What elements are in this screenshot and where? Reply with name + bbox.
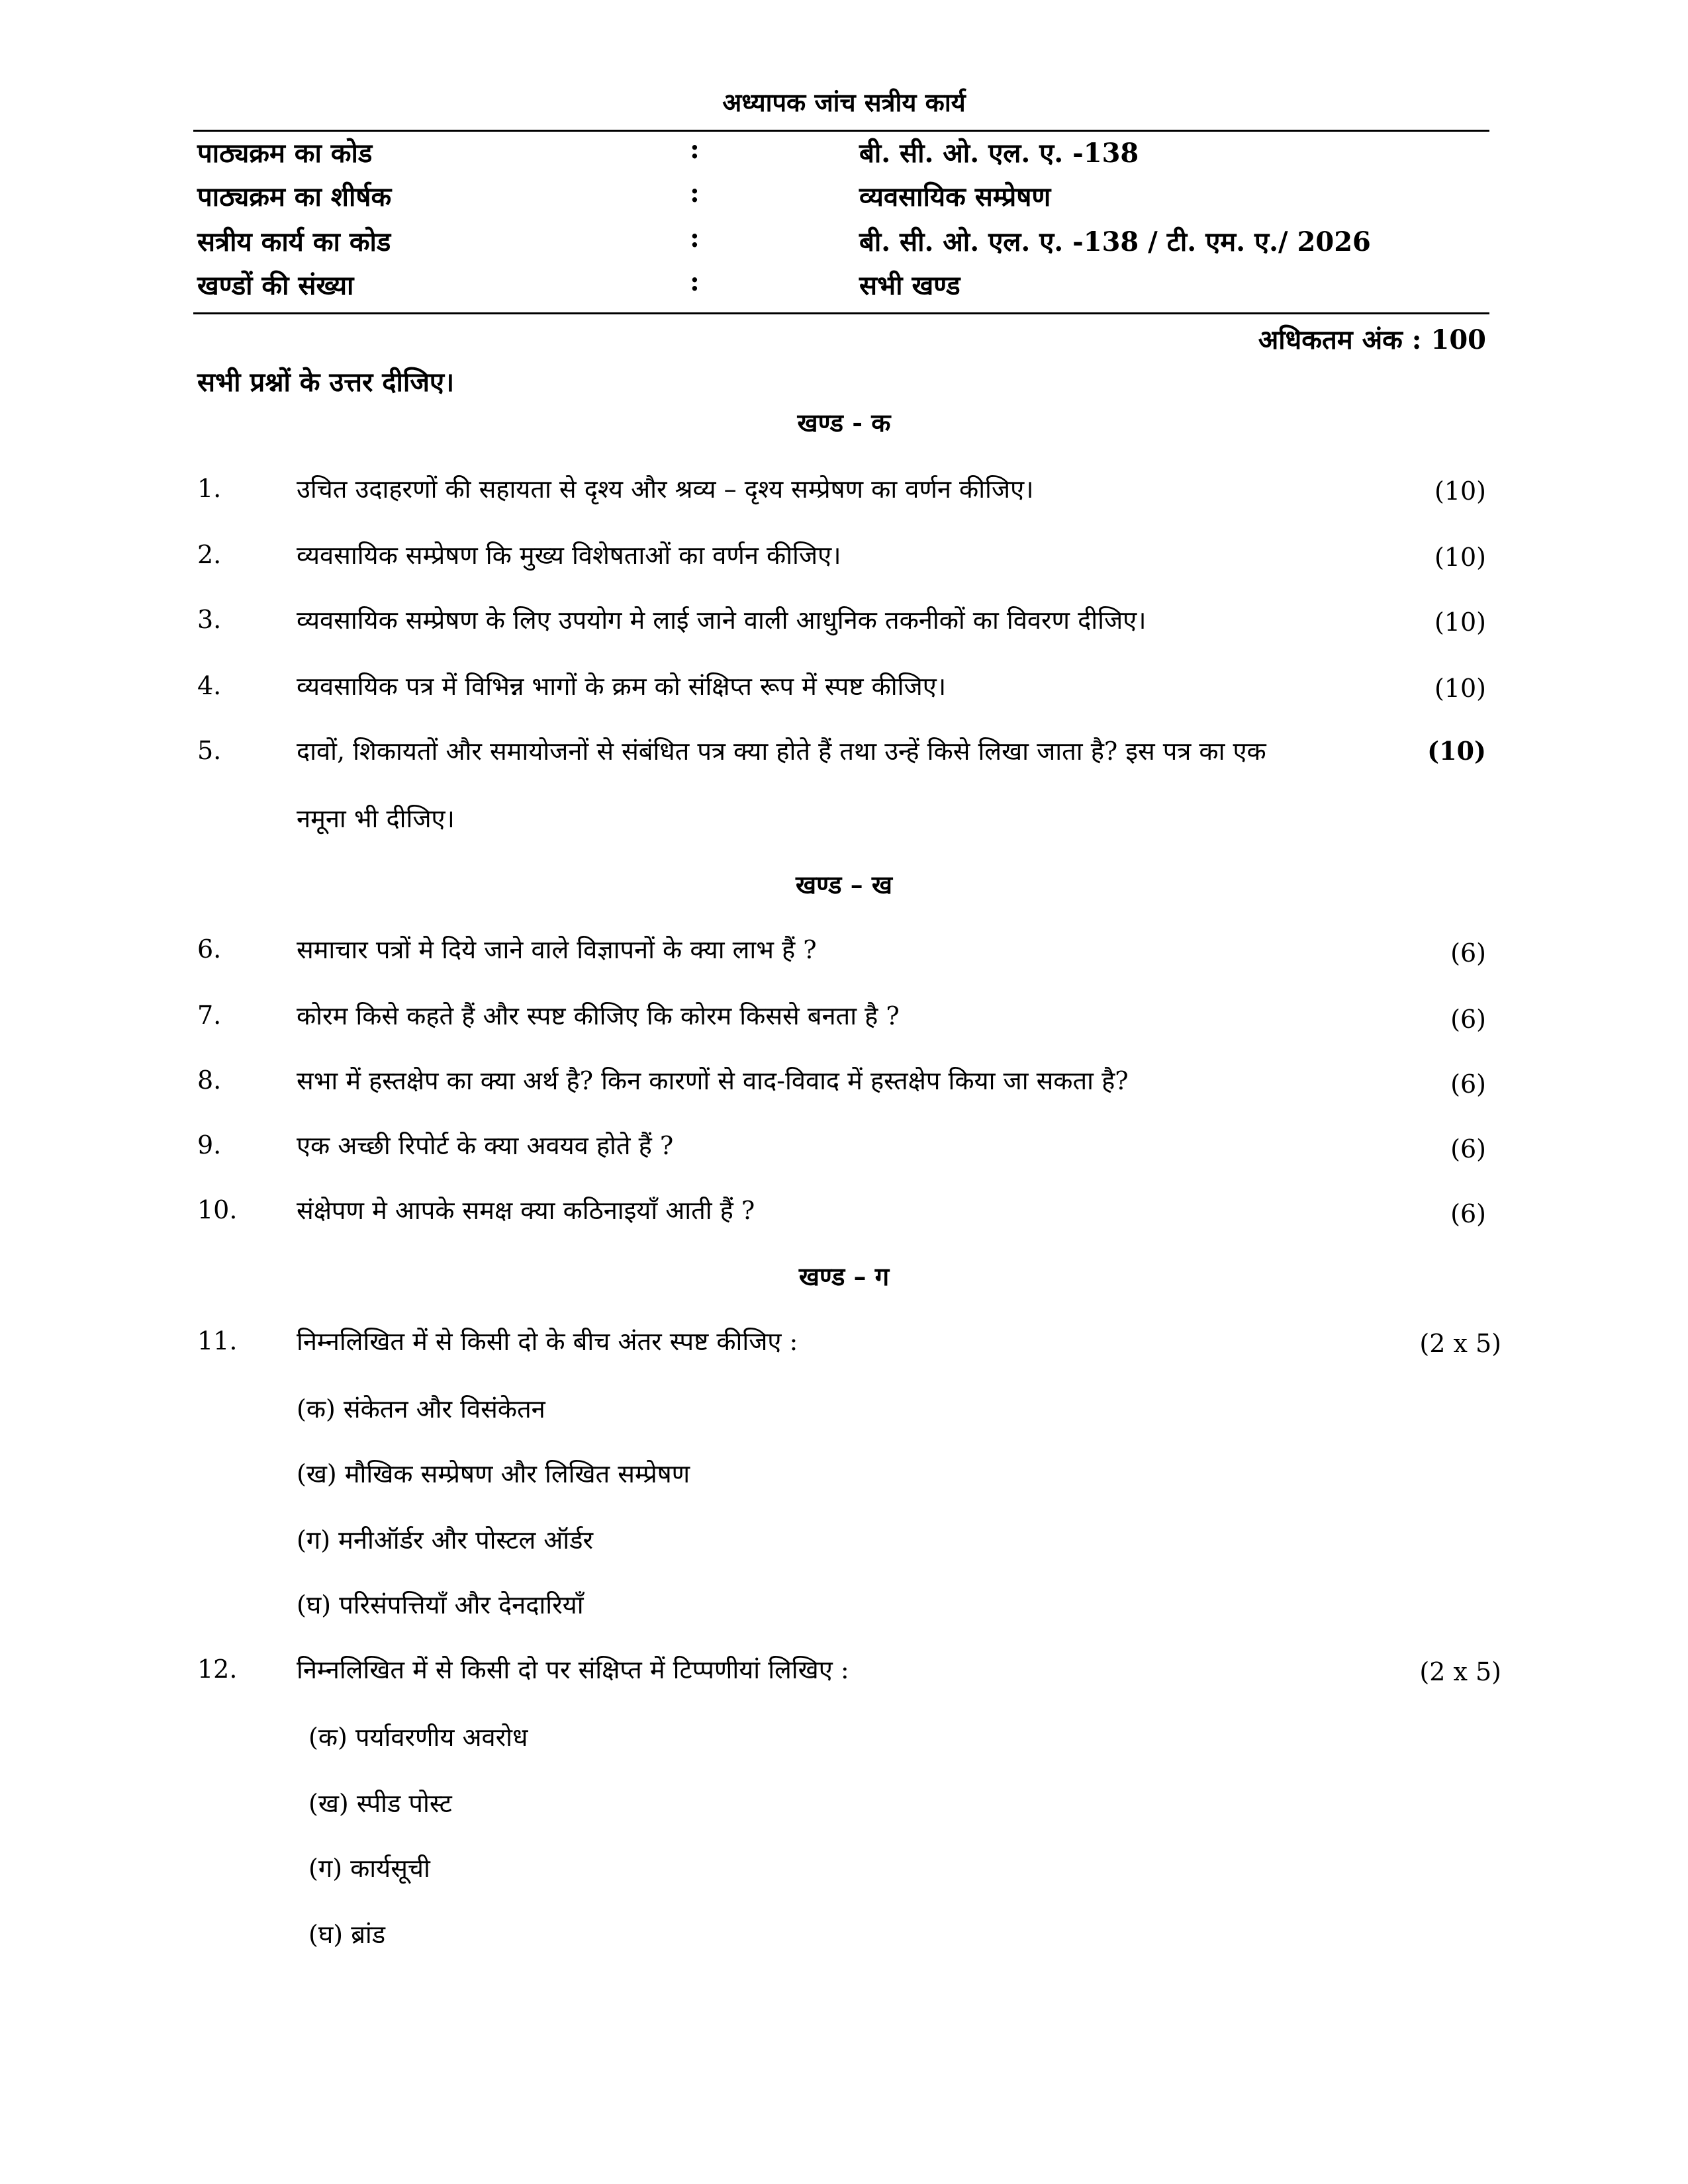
question-marks: (6) [1450, 938, 1486, 968]
question-text: व्यवसायिक पत्र में विभिन्न भागों के क्रम को संक्षिप्त रूप में स्पष्ट कीजिए। [297, 672, 947, 701]
question-marks: (10) [1434, 477, 1486, 506]
question-text: व्यवसायिक सम्प्रेषण के लिए उपयोग मे लाई जाने वाली आधुनिक तकनीकों का विवरण दीजिए। [297, 606, 1147, 635]
sub-option: (ख) स्पीड पोस्ट [308, 1789, 452, 1818]
question-number: 8. [197, 1066, 222, 1095]
section-a-heading: खण्ड - क [797, 408, 891, 437]
question-text: व्यवसायिक सम्प्रेषण कि मुख्य विशेषताओं का वर्णन कीजिए। [297, 541, 841, 570]
question-text-continued: नमूना भी दीजिए। [297, 804, 455, 833]
question-marks: (2 x 5) [1419, 1329, 1501, 1358]
assignment-code-label: सत्रीय कार्य का कोड [197, 226, 391, 257]
question-text: सभा में हस्तक्षेप का क्या अर्थ है? किन कारणों से वाद-विवाद में हस्तक्षेप किया जा सकता है? [297, 1066, 1129, 1095]
course-title-value: व्यवसायिक सम्प्रेषण [859, 181, 1051, 212]
sub-option: (क) पर्यावरणीय अवरोध [308, 1723, 528, 1752]
section-b-heading: खण्ड – ख [795, 870, 892, 899]
instruction: सभी प्रश्नों के उत्तर दीजिए। [197, 367, 455, 398]
course-code-colon: : [690, 134, 700, 165]
max-marks: अधिकतम अंक : 100 [1258, 324, 1486, 355]
question-number: 10. [197, 1195, 238, 1224]
question-marks: (2 x 5) [1419, 1657, 1501, 1686]
sub-option: (ग) कार्यसूची [308, 1854, 430, 1883]
question-marks: (10) [1434, 674, 1486, 703]
question-number: 3. [197, 605, 222, 634]
bottom-divider [193, 312, 1489, 314]
question-number: 1. [197, 474, 222, 503]
question-text: समाचार पत्रों मे दिये जाने वाले विज्ञापनों के क्या लाभ हैं ? [297, 935, 817, 964]
question-number: 5. [197, 736, 222, 765]
assignment-code-colon: : [690, 222, 700, 253]
blocks-count-label: खण्डों की संख्या [197, 270, 354, 301]
question-marks: (6) [1450, 1134, 1486, 1163]
section-c-heading: खण्ड – ग [798, 1261, 890, 1291]
course-code-label: पाठ्यक्रम का कोड [197, 138, 373, 169]
question-number: 9. [197, 1130, 222, 1160]
assignment-code-value: बी. सी. ओ. एल. ए. -138 / टी. एम. ए./ 2026 [859, 226, 1371, 257]
question-marks: (10) [1434, 608, 1486, 637]
sub-option: (ग) मनीऑर्डर और पोस्टल ऑर्डर [297, 1525, 594, 1555]
top-divider [193, 130, 1489, 132]
question-text: एक अच्छी रिपोर्ट के क्या अवयव होते हैं ? [297, 1131, 674, 1160]
question-number: 2. [197, 540, 222, 569]
question-number: 7. [197, 1001, 222, 1030]
course-code-value: बी. सी. ओ. एल. ए. -138 [859, 138, 1139, 169]
question-text: संक्षेपण मे आपके समक्ष क्या कठिनाइयाँ आती हैं ? [297, 1196, 755, 1225]
question-text: कोरम किसे कहते हैं और स्पष्ट कीजिए कि कोरम किससे बनता है ? [297, 1001, 900, 1030]
question-text: निम्नलिखित में से किसी दो के बीच अंतर स्पष्ट कीजिए : [297, 1327, 798, 1356]
blocks-count-colon: : [690, 266, 700, 297]
question-number: 6. [197, 934, 222, 964]
sub-option: (ख) मौखिक सम्प्रेषण और लिखित सम्प्रेषण [297, 1459, 690, 1488]
blocks-count-value: सभी खण्ड [859, 270, 961, 301]
question-number: 4. [197, 671, 222, 700]
question-number: 11. [197, 1326, 238, 1355]
question-number: 12. [197, 1655, 238, 1684]
sub-option: (क) संकेतन और विसंकेतन [297, 1394, 545, 1424]
question-marks: (10) [1434, 543, 1486, 572]
question-marks: (6) [1450, 1069, 1486, 1099]
question-marks: (10) [1427, 736, 1486, 766]
sub-option: (घ) परिसंपत्तियाँ और देनदारियाँ [297, 1590, 584, 1619]
question-text: उचित उदाहरणों की सहायता से दृश्य और श्रव्य – दृश्य सम्प्रेषण का वर्णन कीजिए। [297, 475, 1034, 504]
course-title-colon: : [690, 177, 700, 208]
question-marks: (6) [1450, 1199, 1486, 1228]
course-title-label: पाठ्यक्रम का शीर्षक [197, 181, 392, 212]
question-marks: (6) [1450, 1005, 1486, 1034]
question-text: दावों, शिकायतों और समायोजनों से संबंधित पत्र क्या होते हैं तथा उन्हें किसे लिखा जाता है? इस पत्र का एक [297, 737, 1266, 766]
document-title: अध्यापक जांच सत्रीय कार्य [722, 87, 966, 117]
sub-option: (घ) ब्रांड [308, 1920, 386, 1949]
question-text: निम्नलिखित में से किसी दो पर संक्षिप्त में टिप्पणीयां लिखिए : [297, 1655, 849, 1684]
